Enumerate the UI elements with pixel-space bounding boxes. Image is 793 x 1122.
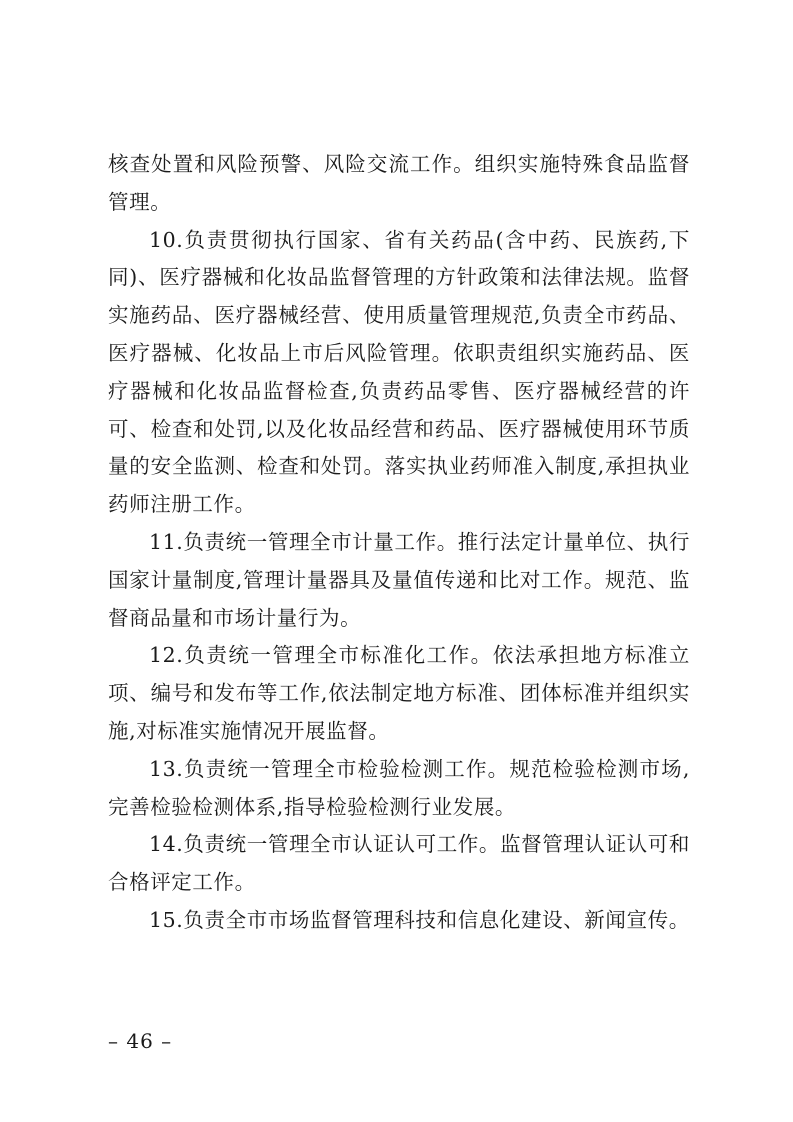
page-number: – 46 – — [108, 1029, 173, 1053]
paragraph-continuation: 核查处置和风险预警、风险交流工作。组织实施特殊食品监督管理。 — [108, 152, 690, 214]
paragraph-item-11: 11.负责统一管理全市计量工作。推行法定计量单位、执行国家计量制度,管理计量器具及量值传递和比对工作。规范、监督商品量和市场计量行为。 — [108, 529, 690, 630]
paragraph-item-10: 10.负责贯彻执行国家、省有关药品(含中药、民族药,下同)、医疗器械和化妆品监督管理的方针政策和法律法规。监督实施药品、医疗器械经营、使用质量管理规范,负责全市药品、医疗器械、化妆品上市后风险管理。依职责组织实施药品、医疗器械和化妆品监督检查,负责药品零售、医疗器械经营的许可、检查和处罚,以及化妆品经营和药品、医疗器械使用环节质量的安全监测、检查和处罚。落实执业药师准入制度,承担执业药师注册工作。 — [108, 227, 690, 517]
paragraph-item-15: 15.负责全市市场监督管理科技和信息化建设、新闻宣传。 — [149, 907, 690, 932]
body-text — [108, 146, 690, 940]
paragraph-item-12: 12.负责统一管理全市标准化工作。依法承担地方标准立项、编号和发布等工作,依法制定地方标准、团体标准并组织实施,对标准实施情况开展监督。 — [108, 643, 690, 743]
paragraph-item-14: 14.负责统一管理全市认证认可工作。监督管理认证认可和合格评定工作。 — [108, 832, 690, 895]
paragraph-item-13: 13.负责统一管理全市检验检测工作。规范检验检测市场,完善检验检测体系,指导检验检测行业发展。 — [108, 756, 690, 819]
